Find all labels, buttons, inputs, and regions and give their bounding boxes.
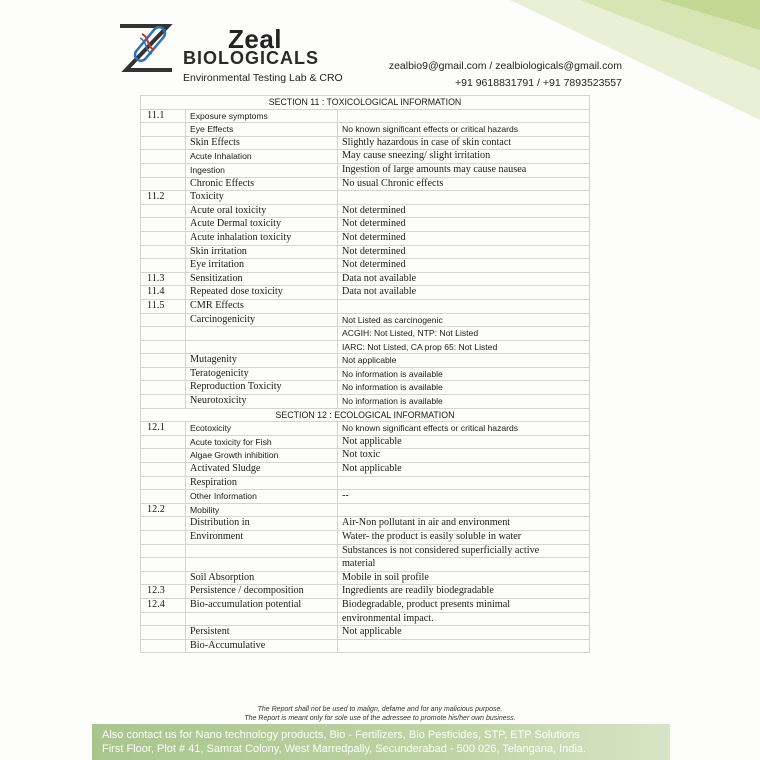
section-number [141,218,186,232]
section-number [141,395,186,409]
property-value: Not Listed as carcinogenic [338,313,590,327]
property-value: ACGIH: Not Listed, NTP: Not Listed [338,327,590,341]
property-label [186,544,338,558]
table-row [141,299,590,313]
property-value: Not applicable [338,626,590,640]
table-row [141,476,590,490]
property-label: Teratogenicity [186,367,338,381]
table-row [141,490,590,504]
table-row [141,340,590,354]
property-value: Not determined [338,231,590,245]
table-row [141,422,590,436]
table-row [141,626,590,640]
property-value [338,639,590,653]
section-number [141,490,186,504]
property-value: -- [338,490,590,504]
table-row [141,598,590,612]
property-value [338,191,590,205]
property-label: Acute oral toxicity [186,204,338,218]
section-number [141,381,186,395]
table-row [141,136,590,150]
property-label: Acute toxicity for Fish [186,435,338,449]
section-number: 12.1 [141,422,186,436]
property-label: Soil Absorption [186,571,338,585]
property-label: Persistent [186,626,338,640]
property-value: No known significant effects or critical hazards [338,123,590,137]
property-label: Exposure symptoms [186,109,338,123]
property-label: Environment [186,531,338,545]
table-row [141,395,590,409]
section-number [141,313,186,327]
section-number: 12.3 [141,585,186,599]
property-value: Not applicable [338,463,590,477]
property-label: Distribution in [186,517,338,531]
sds-table [140,95,590,653]
table-row [141,367,590,381]
table-row [141,585,590,599]
table-row [141,177,590,191]
section-number [141,435,186,449]
table-row [141,327,590,341]
section-title: SECTION 11 : TOXICOLOGICAL INFORMATION [141,96,590,110]
table-row [141,245,590,259]
table-row [141,381,590,395]
table-row [141,531,590,545]
property-label: Other Information [186,490,338,504]
section-number [141,367,186,381]
section-number [141,327,186,341]
property-label: Sensitization [186,272,338,286]
property-value [338,299,590,313]
table-row [141,191,590,205]
footer-line-1: Also contact us for Nano technology products, Bio - Fertilizers, Bio Pesticides, STP, ETP Solutions [102,729,580,741]
contact-phones[interactable]: +91 9618831791 / +91 7893523557 [454,77,622,89]
section-number [141,245,186,259]
property-value: No information is available [338,367,590,381]
property-value: Not toxic [338,449,590,463]
table-row [141,558,590,572]
table-row [141,517,590,531]
brand-subtitle: BIOLOGICALS [183,48,319,68]
property-value: Data not available [338,272,590,286]
property-label: Eye irritation [186,259,338,273]
section-number: 11.2 [141,191,186,205]
property-label: Eye Effects [186,123,338,137]
table-row [141,272,590,286]
contact-info [389,58,622,92]
table-row [141,354,590,368]
property-label: Mobility [186,503,338,517]
property-value: Not determined [338,218,590,232]
property-label: Neurotoxicity [186,395,338,409]
section-number [141,340,186,354]
property-value: Not applicable [338,435,590,449]
property-label: Chronic Effects [186,177,338,191]
table-row [141,612,590,626]
table-row [141,503,590,517]
property-value: Data not available [338,286,590,300]
property-label: Carcinogenicity [186,313,338,327]
property-value [338,109,590,123]
footer-banner [92,724,670,760]
section-number [141,354,186,368]
property-value: No usual Chronic effects [338,177,590,191]
table-row [141,123,590,137]
brand-tagline: Environmental Testing Lab & CRO [183,72,343,84]
property-value: environmental impact. [338,612,590,626]
section-number [141,150,186,164]
table-row [141,286,590,300]
section-number [141,612,186,626]
table-row [141,449,590,463]
table-row [141,571,590,585]
property-label: Acute Dermal toxicity [186,218,338,232]
section-number [141,463,186,477]
property-value: Air-Non pollutant in air and environment [338,517,590,531]
property-label: Respiration [186,476,338,490]
footer-line-2: First Floor, Plot # 41, Samrat Colony, West Marredpally, Secunderabad - 500 026, Telangana, India. [102,743,587,755]
property-label: Skin Effects [186,136,338,150]
property-value: May cause sneezing/ slight irritation [338,150,590,164]
property-value: Not determined [338,245,590,259]
property-label: Algae Growth inhibition [186,449,338,463]
property-value: Ingestion of large amounts may cause nausea [338,163,590,177]
disclaimer-line-1: The Report shall not be used to malign, defame and for any malicious purpose. [257,706,503,713]
section-number [141,204,186,218]
section-number [141,163,186,177]
property-label: Ecotoxicity [186,422,338,436]
property-label: Reproduction Toxicity [186,381,338,395]
property-label: Toxicity [186,191,338,205]
property-label [186,327,338,341]
section-number [141,639,186,653]
property-label: CMR Effects [186,299,338,313]
property-label: Mutagenity [186,354,338,368]
property-label: Repeated dose toxicity [186,286,338,300]
section-title: SECTION 12 : ECOLOGICAL INFORMATION [141,408,590,422]
table-row [141,639,590,653]
property-label [186,558,338,572]
section-number [141,123,186,137]
property-value: No information is available [338,381,590,395]
property-label: Activated Sludge [186,463,338,477]
section-number [141,544,186,558]
property-value: Not applicable [338,354,590,368]
disclaimer-line-2: The Report is meant only for sole use of the adressee to promote his/her own business. [244,715,516,722]
table-row [141,204,590,218]
property-value: Not determined [338,204,590,218]
property-value [338,503,590,517]
disclaimer [0,705,760,723]
table-row [141,150,590,164]
section-number [141,626,186,640]
section-number [141,476,186,490]
section-number: 11.3 [141,272,186,286]
section-number: 11.1 [141,109,186,123]
section-header-row [141,408,590,422]
section-number: 12.2 [141,503,186,517]
brand-name: Zeal [228,24,283,54]
property-value: IARC: Not Listed, CA prop 65: Not Listed [338,340,590,354]
section-number [141,177,186,191]
section-number [141,531,186,545]
property-label: Ingestion [186,163,338,177]
property-label: Persistence / decomposition [186,585,338,599]
property-label: Bio-Accumulative [186,639,338,653]
section-number [141,449,186,463]
property-label [186,612,338,626]
property-value [338,476,590,490]
property-value: Mobile in soil profile [338,571,590,585]
property-value: Slightly hazardous in case of skin contact [338,136,590,150]
section-number [141,259,186,273]
section-number [141,571,186,585]
section-number: 12.4 [141,598,186,612]
property-value: Biodegradable, product presents minimal [338,598,590,612]
property-label: Acute inhalation toxicity [186,231,338,245]
section-number [141,558,186,572]
section-number [141,136,186,150]
property-label: Skin irritation [186,245,338,259]
section-number [141,231,186,245]
property-value: Substances is not considered superficially active [338,544,590,558]
property-label: Acute Inhalation [186,150,338,164]
sds-table-body [141,96,590,653]
table-row [141,544,590,558]
section-header-row [141,96,590,110]
table-row [141,435,590,449]
table-row [141,463,590,477]
contact-emails[interactable]: zealbio9@gmail.com / zealbiologicals@gmail.com [388,60,622,72]
property-value: Water- the product is easily soluble in water [338,531,590,545]
property-label: Bio-accumulation potential [186,598,338,612]
table-row [141,231,590,245]
table-row [141,313,590,327]
property-value: Not determined [338,259,590,273]
property-label [186,340,338,354]
property-value: No known significant effects or critical hazards [338,422,590,436]
table-row [141,259,590,273]
table-row [141,109,590,123]
property-value: No information is available [338,395,590,409]
section-number: 11.5 [141,299,186,313]
table-row [141,218,590,232]
section-number [141,517,186,531]
property-value: material [338,558,590,572]
section-number: 11.4 [141,286,186,300]
table-row [141,163,590,177]
zeal-logo-icon [116,20,176,76]
property-value: Ingredients are readily biodegradable [338,585,590,599]
